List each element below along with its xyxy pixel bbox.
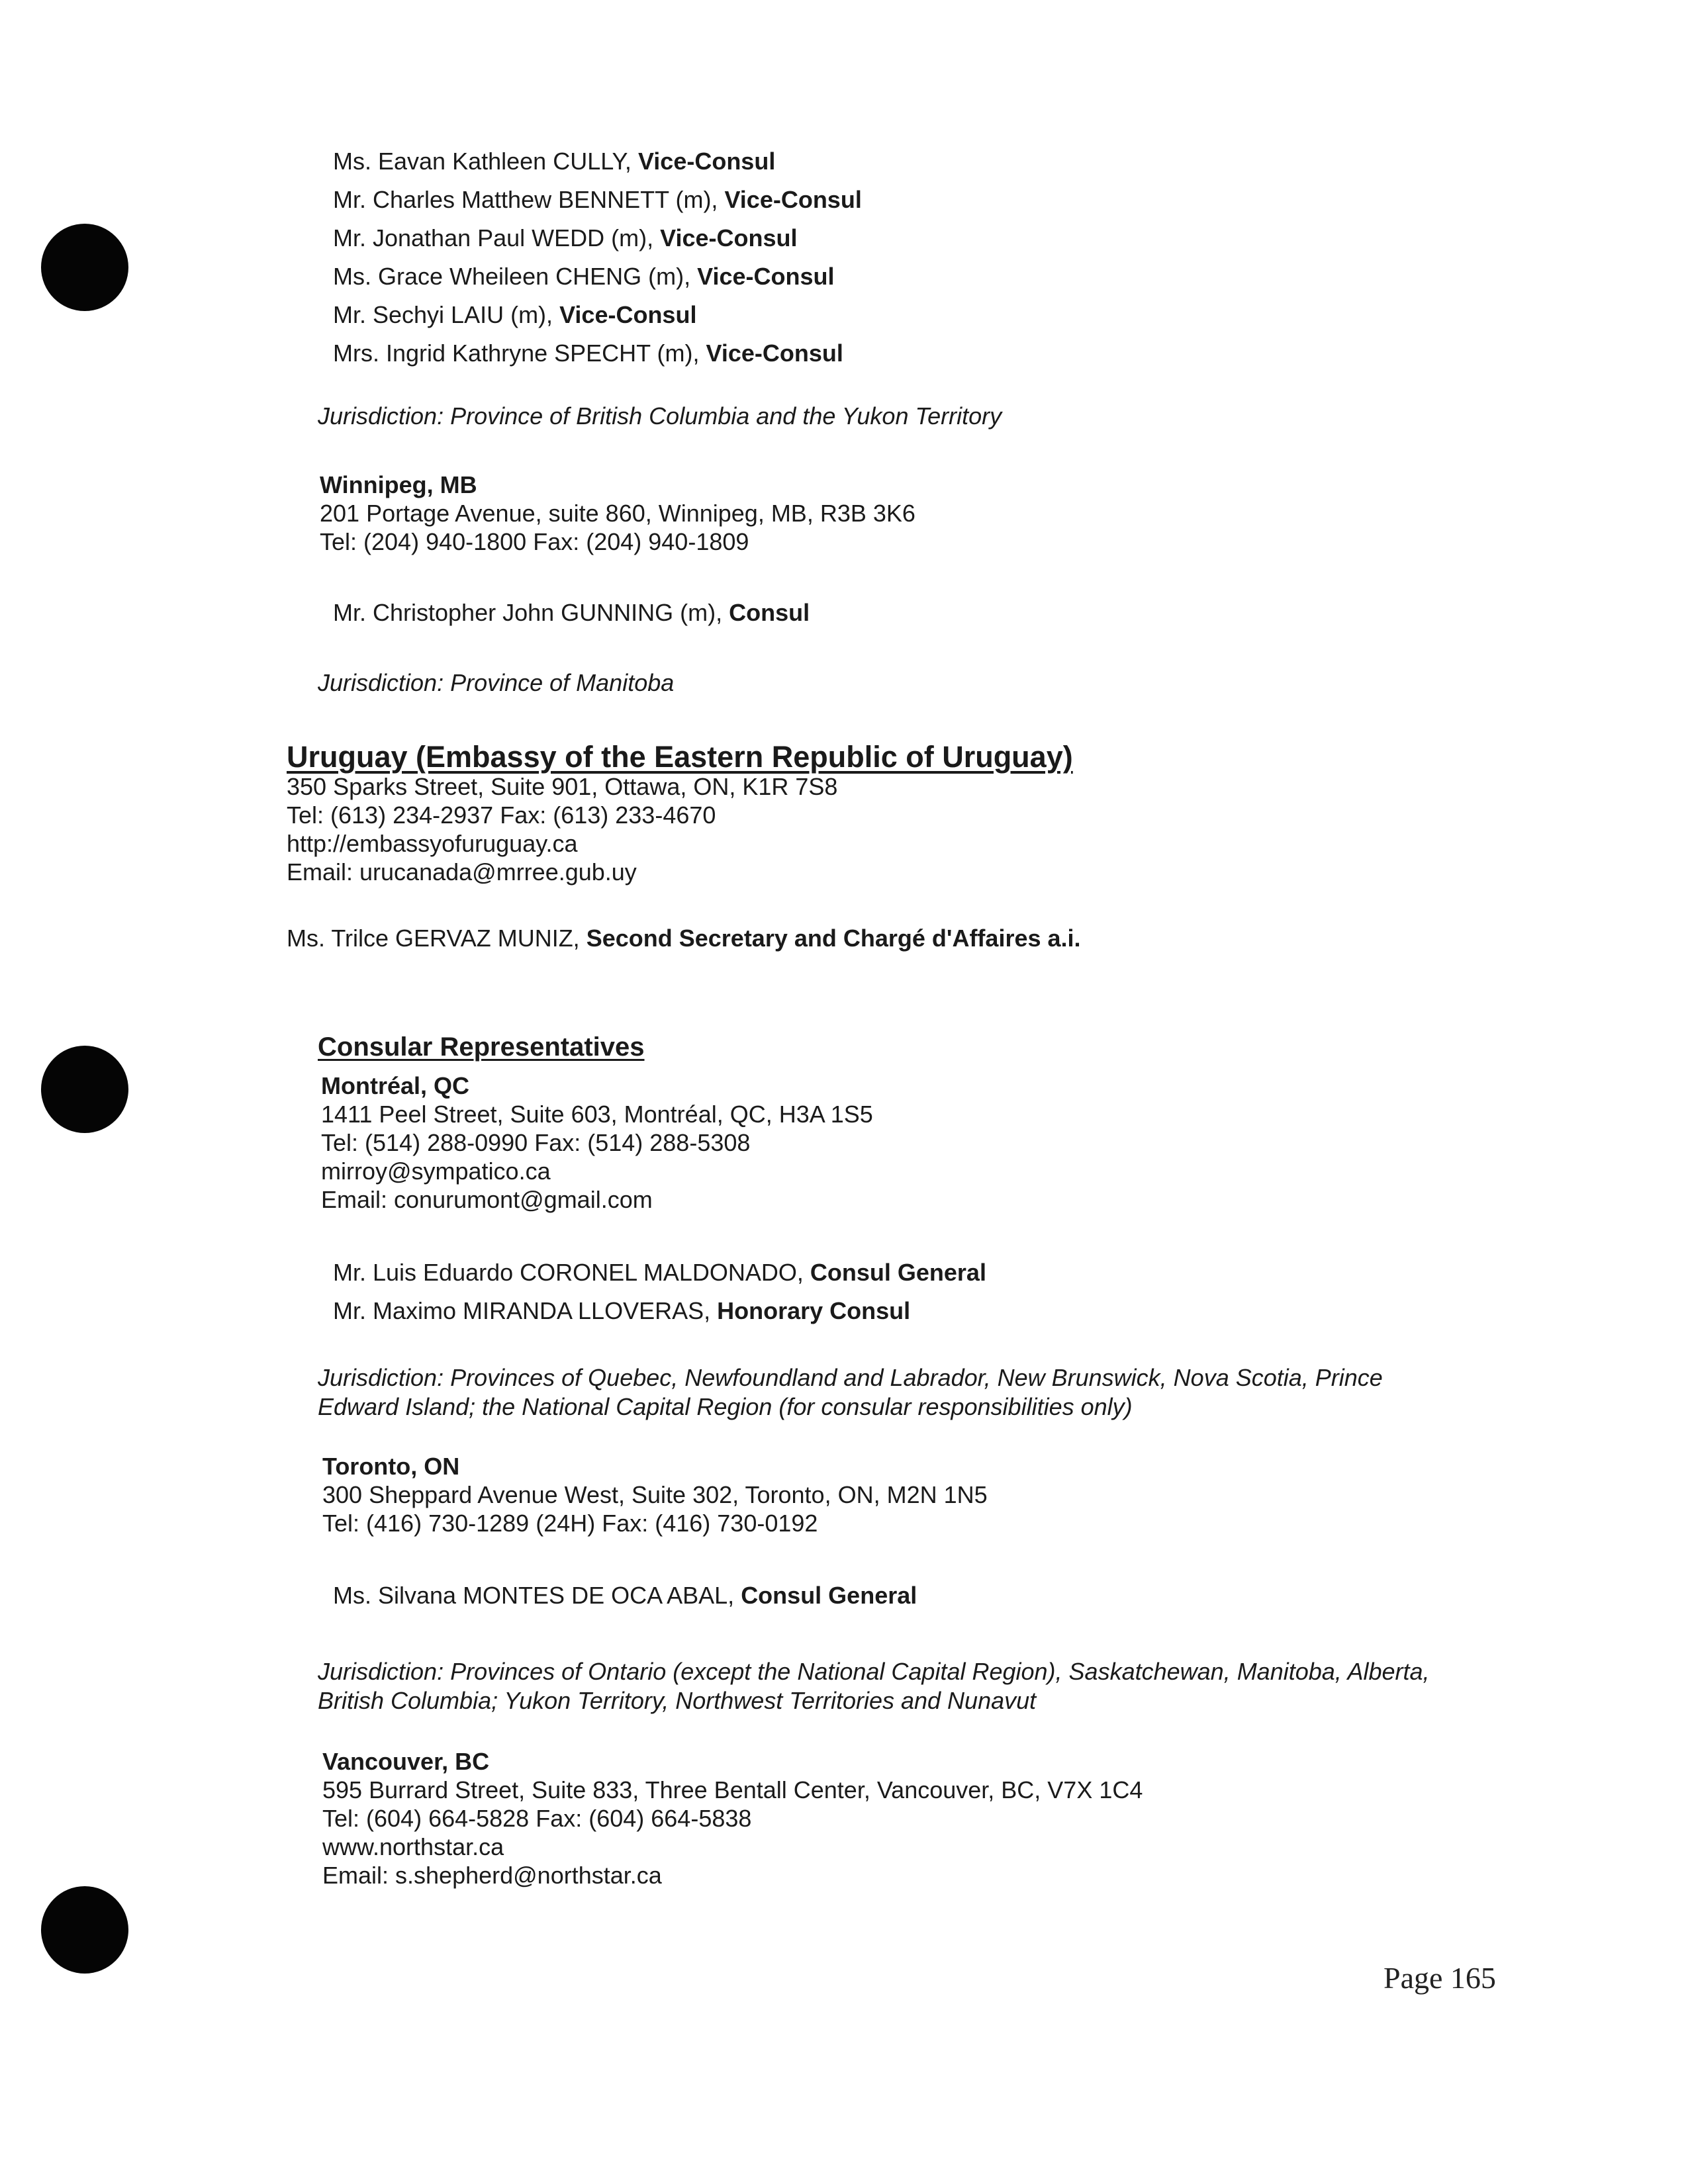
office-name: Montréal, QC <box>321 1072 470 1099</box>
embassy-website: http://embassyofuruguay.ca <box>287 830 578 857</box>
consular-heading: Consular Representatives <box>318 1032 645 1062</box>
office-name: Toronto, ON <box>322 1453 460 1480</box>
staff-list <box>333 1253 986 1330</box>
staff-list <box>333 1576 917 1615</box>
staff-entry: Ms. Eavan Kathleen CULLY, Vice-Consul <box>333 148 776 175</box>
office-phone: Tel: (416) 730-1289 (24H) Fax: (416) 730-0192 <box>322 1510 818 1537</box>
office-extra: mirroy@sympatico.ca <box>321 1158 551 1185</box>
punch-hole <box>41 224 128 311</box>
office-phone: Tel: (514) 288-0990 Fax: (514) 288-5308 <box>321 1129 751 1156</box>
staff-entry: Mr. Jonathan Paul WEDD (m), Vice-Consul <box>333 224 798 251</box>
staff-entry: Mr. Charles Matthew BENNETT (m), Vice-Consul <box>333 186 862 213</box>
office-toronto <box>322 1453 988 1537</box>
staff-entry: Mrs. Ingrid Kathryne SPECHT (m), Vice-Consul <box>333 340 843 367</box>
staff-entry: Mr. Maximo MIRANDA LLOVERAS, Honorary Consul <box>333 1297 911 1324</box>
jurisdiction-line: Jurisdiction: Provinces of Quebec, Newfoundland and Labrador, New Brunswick, Nova Scotia, Prince <box>318 1364 1383 1391</box>
jurisdiction-note: Jurisdiction: Province of British Columbia and the Yukon Territory <box>318 402 1002 430</box>
jurisdiction-line: Edward Island; the National Capital Region (for consular responsibilities only) <box>318 1393 1133 1420</box>
jurisdiction-note <box>318 1657 1430 1715</box>
jurisdiction-line: British Columbia; Yukon Territory, Northwest Territories and Nunavut <box>318 1687 1037 1714</box>
office-vancouver <box>322 1748 1143 1889</box>
jurisdiction-line: Jurisdiction: Provinces of Ontario (except the National Capital Region), Saskatchewan, Manitoba, Alberta, <box>318 1658 1430 1685</box>
country-heading: Uruguay (Embassy of the Eastern Republic of Uruguay) <box>287 740 1073 774</box>
jurisdiction-note <box>318 1363 1383 1422</box>
staff-entry: Mr. Sechyi LAIU (m), Vice-Consul <box>333 301 697 328</box>
staff-entry: Mr. Christopher John GUNNING (m), Consul <box>333 599 810 626</box>
office-name: Vancouver, BC <box>322 1748 490 1775</box>
staff-list <box>333 594 810 632</box>
punch-hole <box>41 1886 128 1974</box>
office-address: 1411 Peel Street, Suite 603, Montréal, QC, H3A 1S5 <box>321 1101 873 1128</box>
staff-entry: Ms. Silvana MONTES DE OCA ABAL, Consul General <box>333 1582 917 1609</box>
office-name: Winnipeg, MB <box>320 471 477 498</box>
staff-entry: Mr. Luis Eduardo CORONEL MALDONADO, Consul General <box>333 1259 986 1286</box>
page-number: Page 165 <box>1383 1961 1496 1995</box>
staff-list <box>333 142 862 373</box>
office-website: www.northstar.ca <box>322 1833 504 1860</box>
embassy-contact <box>287 772 837 886</box>
office-phone: Tel: (604) 664-5828 Fax: (604) 664-5838 <box>322 1805 752 1832</box>
embassy-phone: Tel: (613) 234-2937 Fax: (613) 233-4670 <box>287 801 716 829</box>
office-montreal <box>321 1072 873 1214</box>
office-email: Email: conurumont@gmail.com <box>321 1186 653 1213</box>
punch-hole <box>41 1046 128 1133</box>
office-address: 201 Portage Avenue, suite 860, Winnipeg, MB, R3B 3K6 <box>320 500 915 527</box>
jurisdiction-note: Jurisdiction: Province of Manitoba <box>318 669 675 696</box>
office-phone: Tel: (204) 940-1800 Fax: (204) 940-1809 <box>320 528 749 555</box>
staff-entry: Ms. Grace Wheileen CHENG (m), Vice-Consul <box>333 263 835 290</box>
head-of-mission: Ms. Trilce GERVAZ MUNIZ, Second Secretary and Chargé d'Affaires a.i. <box>287 925 1081 952</box>
office-address: 595 Burrard Street, Suite 833, Three Bentall Center, Vancouver, BC, V7X 1C4 <box>322 1776 1143 1803</box>
office-address: 300 Sheppard Avenue West, Suite 302, Toronto, ON, M2N 1N5 <box>322 1481 988 1508</box>
office-email: Email: s.shepherd@northstar.ca <box>322 1862 662 1889</box>
embassy-email: Email: urucanada@mrree.gub.uy <box>287 858 637 886</box>
embassy-address: 350 Sparks Street, Suite 901, Ottawa, ON, K1R 7S8 <box>287 773 838 800</box>
office-winnipeg <box>320 471 915 556</box>
